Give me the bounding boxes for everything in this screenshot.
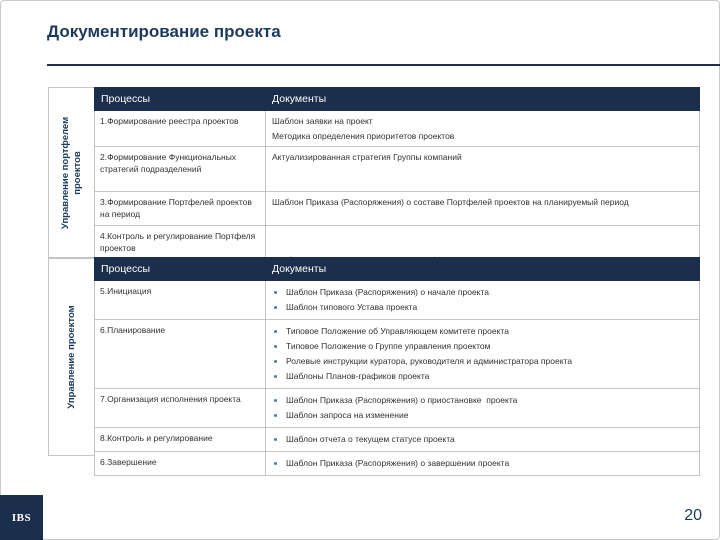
process-cell: 6.Завершение — [95, 452, 266, 476]
documents-cell — [266, 111, 700, 147]
table-header-row — [95, 88, 700, 111]
document-item: Ролевые инструкции куратора, руководителя и администратора проекта — [272, 354, 694, 369]
document-item: Шаблоны Планов-графиков проекта — [272, 369, 694, 384]
portfolio-side-label-line: проектов — [72, 151, 83, 195]
document-list — [272, 285, 694, 315]
header-processes: Процессы — [95, 258, 266, 281]
documents-cell — [266, 147, 700, 192]
table-row — [95, 192, 700, 226]
documents-cell — [266, 192, 700, 226]
document-list — [272, 324, 694, 384]
project-table — [94, 257, 700, 476]
document-list — [272, 456, 694, 471]
process-cell: 5.Инициация — [95, 281, 266, 320]
document-item: Шаблон отчета о текущем статусе проекта — [272, 432, 694, 447]
process-cell: 3.Формирование Портфелей проектов на период — [95, 192, 266, 226]
table-row — [95, 147, 700, 192]
document-item: Типовое Положение об Управляющем комитете проекта — [272, 324, 694, 339]
table-header-row — [95, 258, 700, 281]
process-cell: 4.Контроль и регулирование Портфеля проектов — [95, 226, 266, 295]
portfolio-side-label-line: Управление портфелем — [60, 116, 71, 230]
documents-cell — [266, 452, 700, 476]
portfolio-side-label — [60, 117, 84, 229]
process-cell: 7.Организация исполнения проекта — [95, 389, 266, 428]
process-cell: 2.Формирование Функциональных стратегий подразделений — [95, 147, 266, 192]
header-documents: Документы — [266, 258, 700, 281]
documents-cell — [266, 281, 700, 320]
document-item: Методика определения приоритетов проектов — [272, 131, 455, 141]
project-side-label-cell — [48, 257, 96, 456]
process-cell: 1.Формирование реестра проектов — [95, 111, 266, 147]
table-row — [95, 389, 700, 428]
document-item: Шаблон заявки на проект — [272, 116, 373, 126]
header-processes: Процессы — [95, 88, 266, 111]
table-row — [95, 281, 700, 320]
table-row — [95, 320, 700, 389]
title-divider — [47, 64, 720, 66]
documents-cell — [266, 320, 700, 389]
document-item: Шаблон Приказа (Распоряжения) о начале проекта — [272, 285, 694, 300]
page-title: Документирование проекта — [47, 22, 281, 41]
document-item: Типовое Положение о Группе управления проектом — [272, 339, 694, 354]
header-documents: Документы — [266, 88, 700, 111]
company-logo: IBS — [0, 495, 43, 540]
table-row — [95, 428, 700, 452]
document-list — [272, 393, 694, 423]
portfolio-side-label-cell — [48, 87, 96, 259]
process-cell: 6.Планирование — [95, 320, 266, 389]
document-item: Актуализированная стратегия Группы компаний — [272, 152, 462, 162]
page-number: 20 — [684, 507, 702, 524]
project-side-label: Управление проектом — [66, 304, 77, 409]
documents-cell — [266, 389, 700, 428]
document-item: Шаблон Приказа (Распоряжения) о приостановке проекта — [272, 393, 694, 408]
document-item: Шаблон Приказа (Распоряжения) о составе Портфелей проектов на планируемый период — [272, 197, 629, 207]
document-item: Шаблон Приказа (Распоряжения) о завершении проекта — [272, 456, 694, 471]
table-row — [95, 452, 700, 476]
table-row — [95, 111, 700, 147]
process-cell: 8.Контроль и регулирование — [95, 428, 266, 452]
document-item: Шаблон типового Устава проекта — [272, 300, 694, 315]
documents-cell — [266, 428, 700, 452]
document-item: Шаблон запроса на изменение — [272, 408, 694, 423]
document-list — [272, 432, 694, 447]
